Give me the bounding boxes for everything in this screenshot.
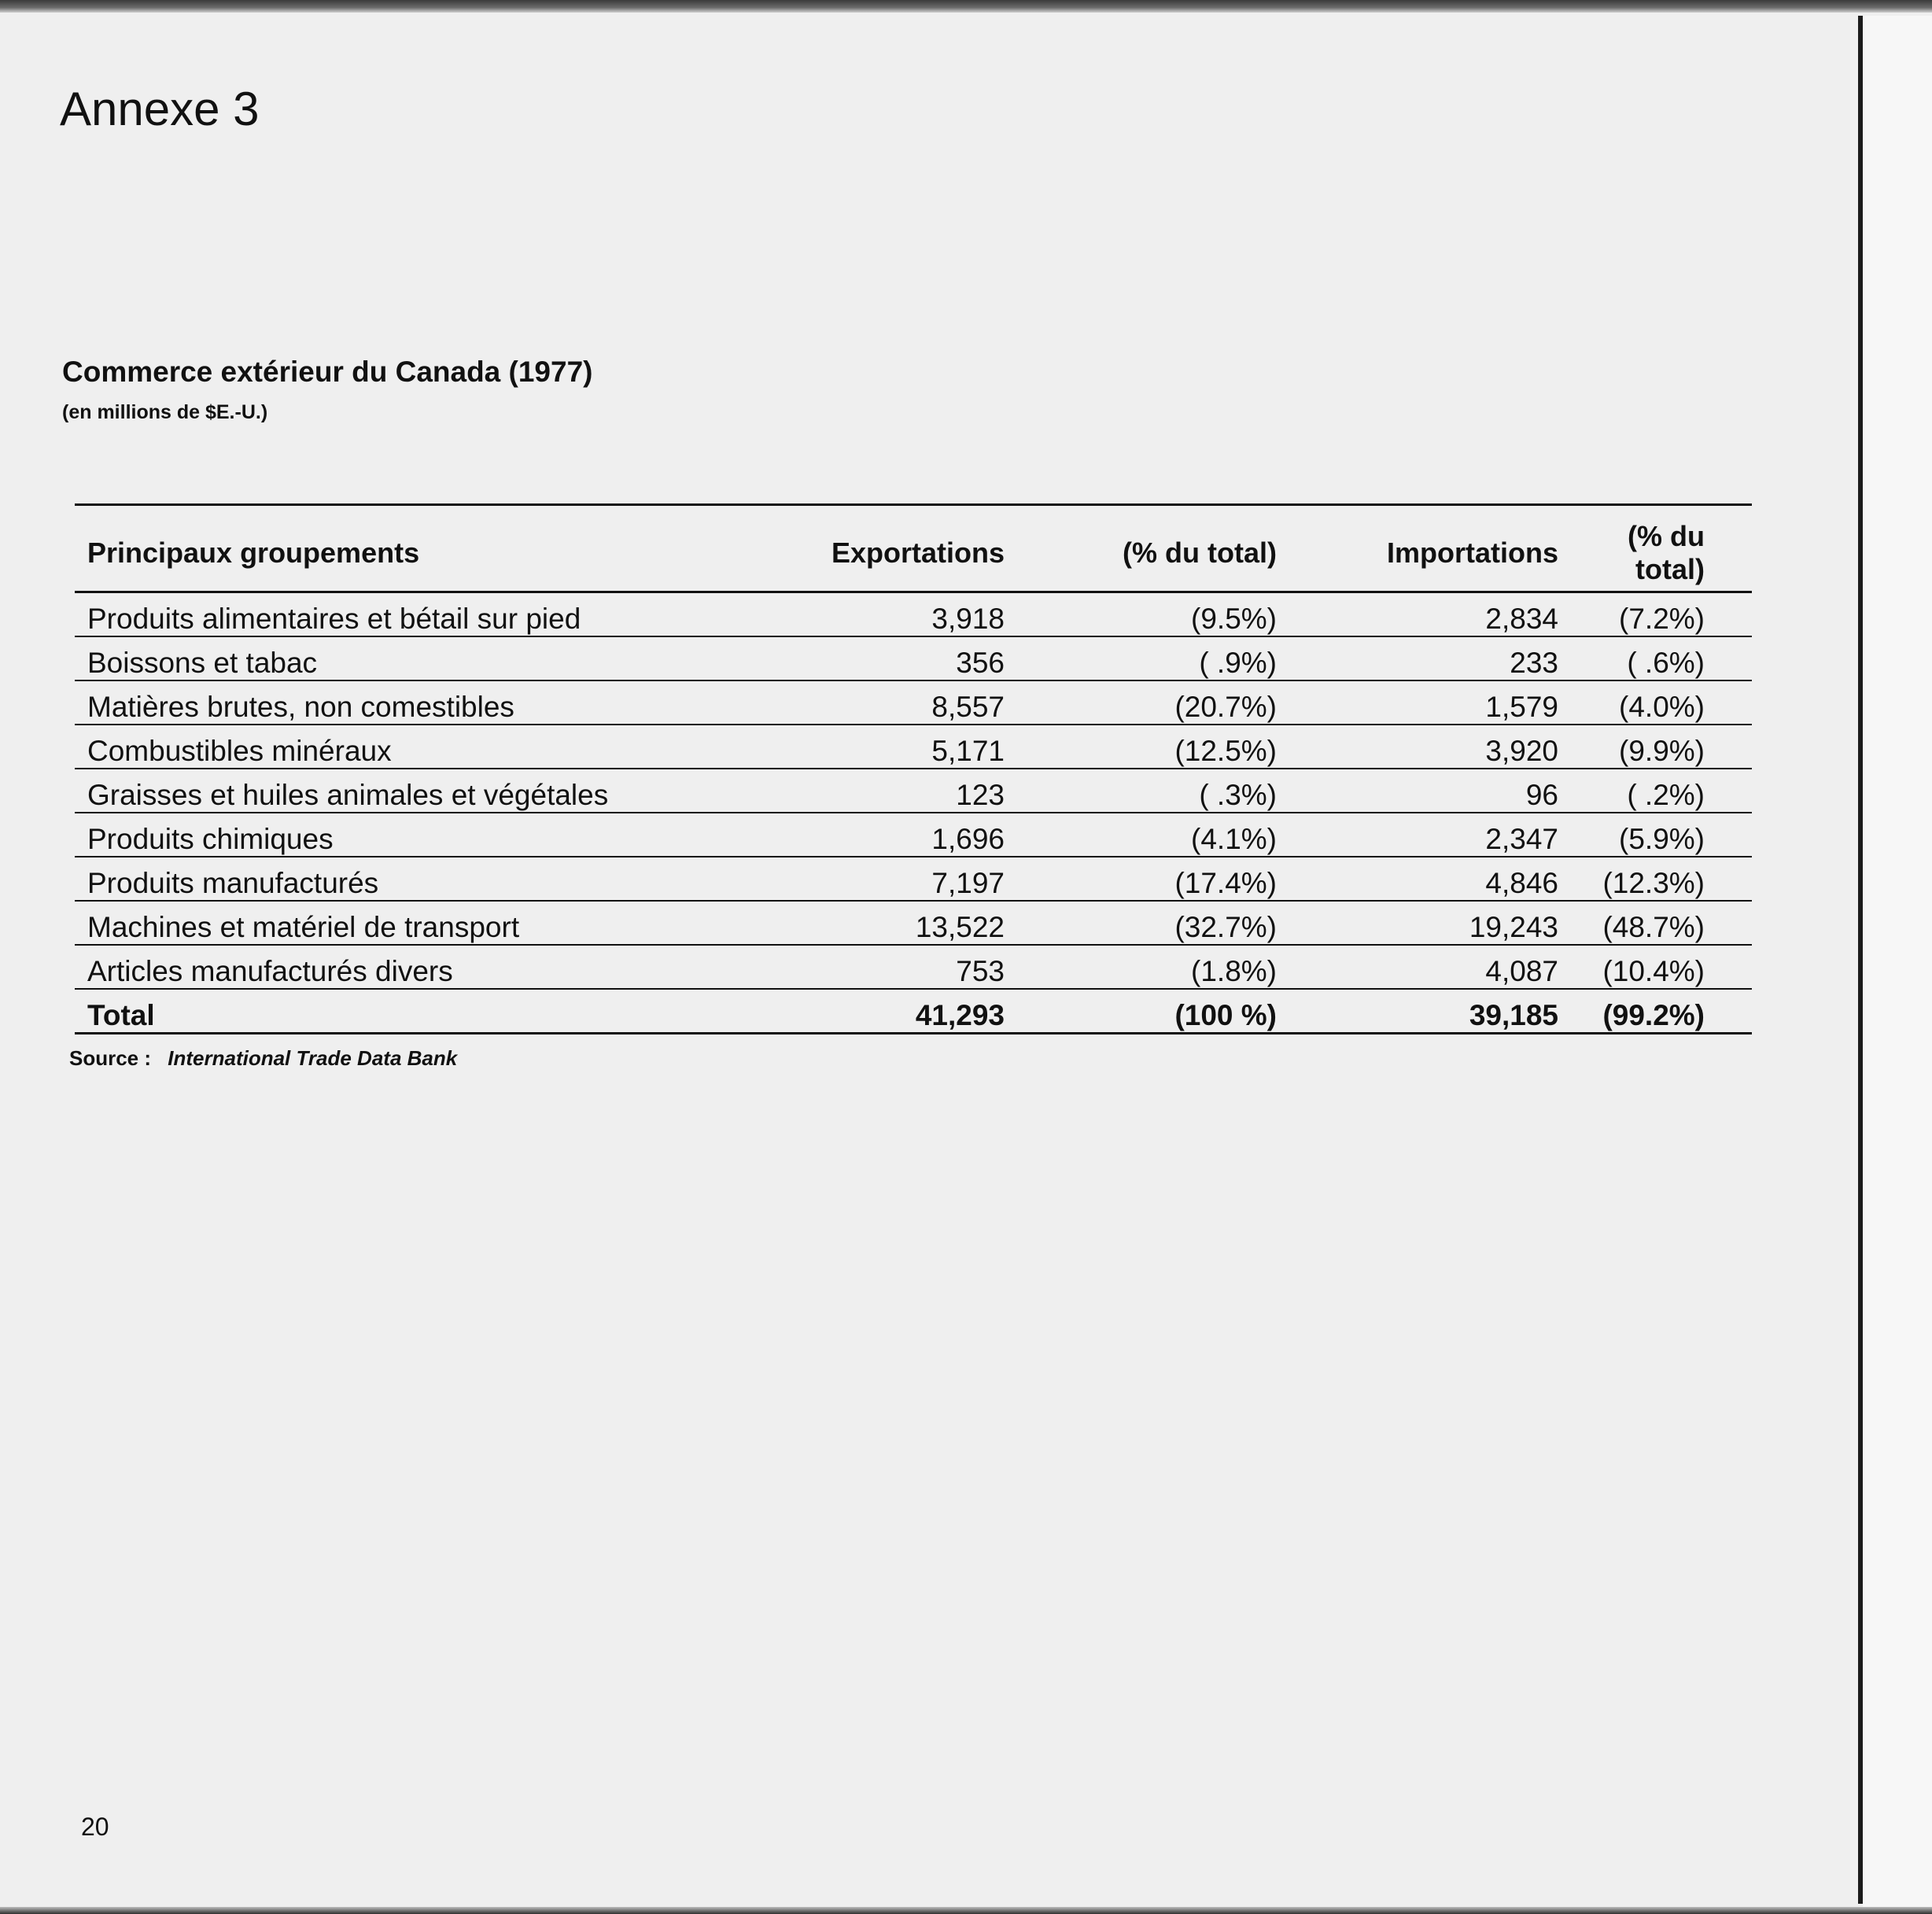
source-note	[69, 1046, 457, 1071]
row-export-pct: (4.1%)	[1011, 813, 1300, 857]
row-importations: 96	[1300, 769, 1582, 813]
row-label: Machines et matériel de transport	[75, 901, 747, 945]
row-export-pct: (12.5%)	[1011, 725, 1300, 769]
table-total-row	[75, 989, 1752, 1034]
row-export-pct: ( .3%)	[1011, 769, 1300, 813]
row-exportations: 753	[747, 945, 1011, 989]
table-row	[75, 592, 1752, 637]
row-importations: 233	[1300, 636, 1582, 680]
row-label: Boissons et tabac	[75, 636, 747, 680]
table-row	[75, 901, 1752, 945]
header-exportations: Exportations	[747, 515, 1011, 592]
row-import-pct: (48.7%)	[1582, 901, 1752, 945]
row-import-pct: (10.4%)	[1582, 945, 1752, 989]
table-row	[75, 680, 1752, 725]
total-export-pct: (100 %)	[1011, 989, 1300, 1034]
table-row	[75, 725, 1752, 769]
row-exportations: 13,522	[747, 901, 1011, 945]
scan-bottom-edge	[0, 1907, 1932, 1914]
trade-table	[75, 515, 1752, 1034]
row-exportations: 3,918	[747, 592, 1011, 637]
page-number: 20	[81, 1813, 109, 1841]
header-importations: Importations	[1300, 515, 1582, 592]
row-exportations: 5,171	[747, 725, 1011, 769]
row-label: Produits manufacturés	[75, 857, 747, 901]
table-subtitle: (en millions de $E.-U.)	[62, 401, 268, 423]
row-export-pct: (32.7%)	[1011, 901, 1300, 945]
scan-top-edge	[0, 0, 1932, 13]
row-exportations: 7,197	[747, 857, 1011, 901]
row-importations: 2,347	[1300, 813, 1582, 857]
row-label: Produits chimiques	[75, 813, 747, 857]
header-groupements: Principaux groupements	[75, 515, 747, 592]
scan-right-edge	[1858, 16, 1863, 1904]
table-top-rule	[75, 503, 1752, 506]
row-import-pct: (12.3%)	[1582, 857, 1752, 901]
row-export-pct: (17.4%)	[1011, 857, 1300, 901]
row-exportations: 1,696	[747, 813, 1011, 857]
row-import-pct: ( .2%)	[1582, 769, 1752, 813]
row-importations: 3,920	[1300, 725, 1582, 769]
table-row	[75, 857, 1752, 901]
table-title: Commerce extérieur du Canada (1977)	[62, 356, 593, 388]
row-label: Combustibles minéraux	[75, 725, 747, 769]
table-row	[75, 769, 1752, 813]
total-import-pct: (99.2%)	[1582, 989, 1752, 1034]
row-import-pct: (5.9%)	[1582, 813, 1752, 857]
row-export-pct: (9.5%)	[1011, 592, 1300, 637]
header-import-pct: (% du total)	[1582, 515, 1752, 592]
row-exportations: 123	[747, 769, 1011, 813]
row-importations: 1,579	[1300, 680, 1582, 725]
source-label: Source :	[69, 1046, 152, 1070]
row-importations: 19,243	[1300, 901, 1582, 945]
row-importations: 2,834	[1300, 592, 1582, 637]
row-export-pct: (1.8%)	[1011, 945, 1300, 989]
row-label: Matières brutes, non comestibles	[75, 680, 747, 725]
header-export-pct: (% du total)	[1011, 515, 1300, 592]
row-import-pct: (7.2%)	[1582, 592, 1752, 637]
table-row	[75, 636, 1752, 680]
row-exportations: 8,557	[747, 680, 1011, 725]
row-import-pct: (9.9%)	[1582, 725, 1752, 769]
row-exportations: 356	[747, 636, 1011, 680]
source-text: International Trade Data Bank	[168, 1046, 458, 1070]
row-export-pct: ( .9%)	[1011, 636, 1300, 680]
row-label: Produits alimentaires et bétail sur pied	[75, 592, 747, 637]
row-import-pct: ( .6%)	[1582, 636, 1752, 680]
table-header-row	[75, 515, 1752, 592]
total-exportations: 41,293	[747, 989, 1011, 1034]
page-heading: Annexe 3	[60, 83, 260, 135]
table-row	[75, 945, 1752, 989]
row-import-pct: (4.0%)	[1582, 680, 1752, 725]
table-row	[75, 813, 1752, 857]
total-label: Total	[75, 989, 747, 1034]
row-importations: 4,846	[1300, 857, 1582, 901]
row-label: Articles manufacturés divers	[75, 945, 747, 989]
row-importations: 4,087	[1300, 945, 1582, 989]
scan-right-margin	[1863, 16, 1932, 1914]
row-label: Graisses et huiles animales et végétales	[75, 769, 747, 813]
trade-table-container	[75, 503, 1752, 1034]
row-export-pct: (20.7%)	[1011, 680, 1300, 725]
total-importations: 39,185	[1300, 989, 1582, 1034]
